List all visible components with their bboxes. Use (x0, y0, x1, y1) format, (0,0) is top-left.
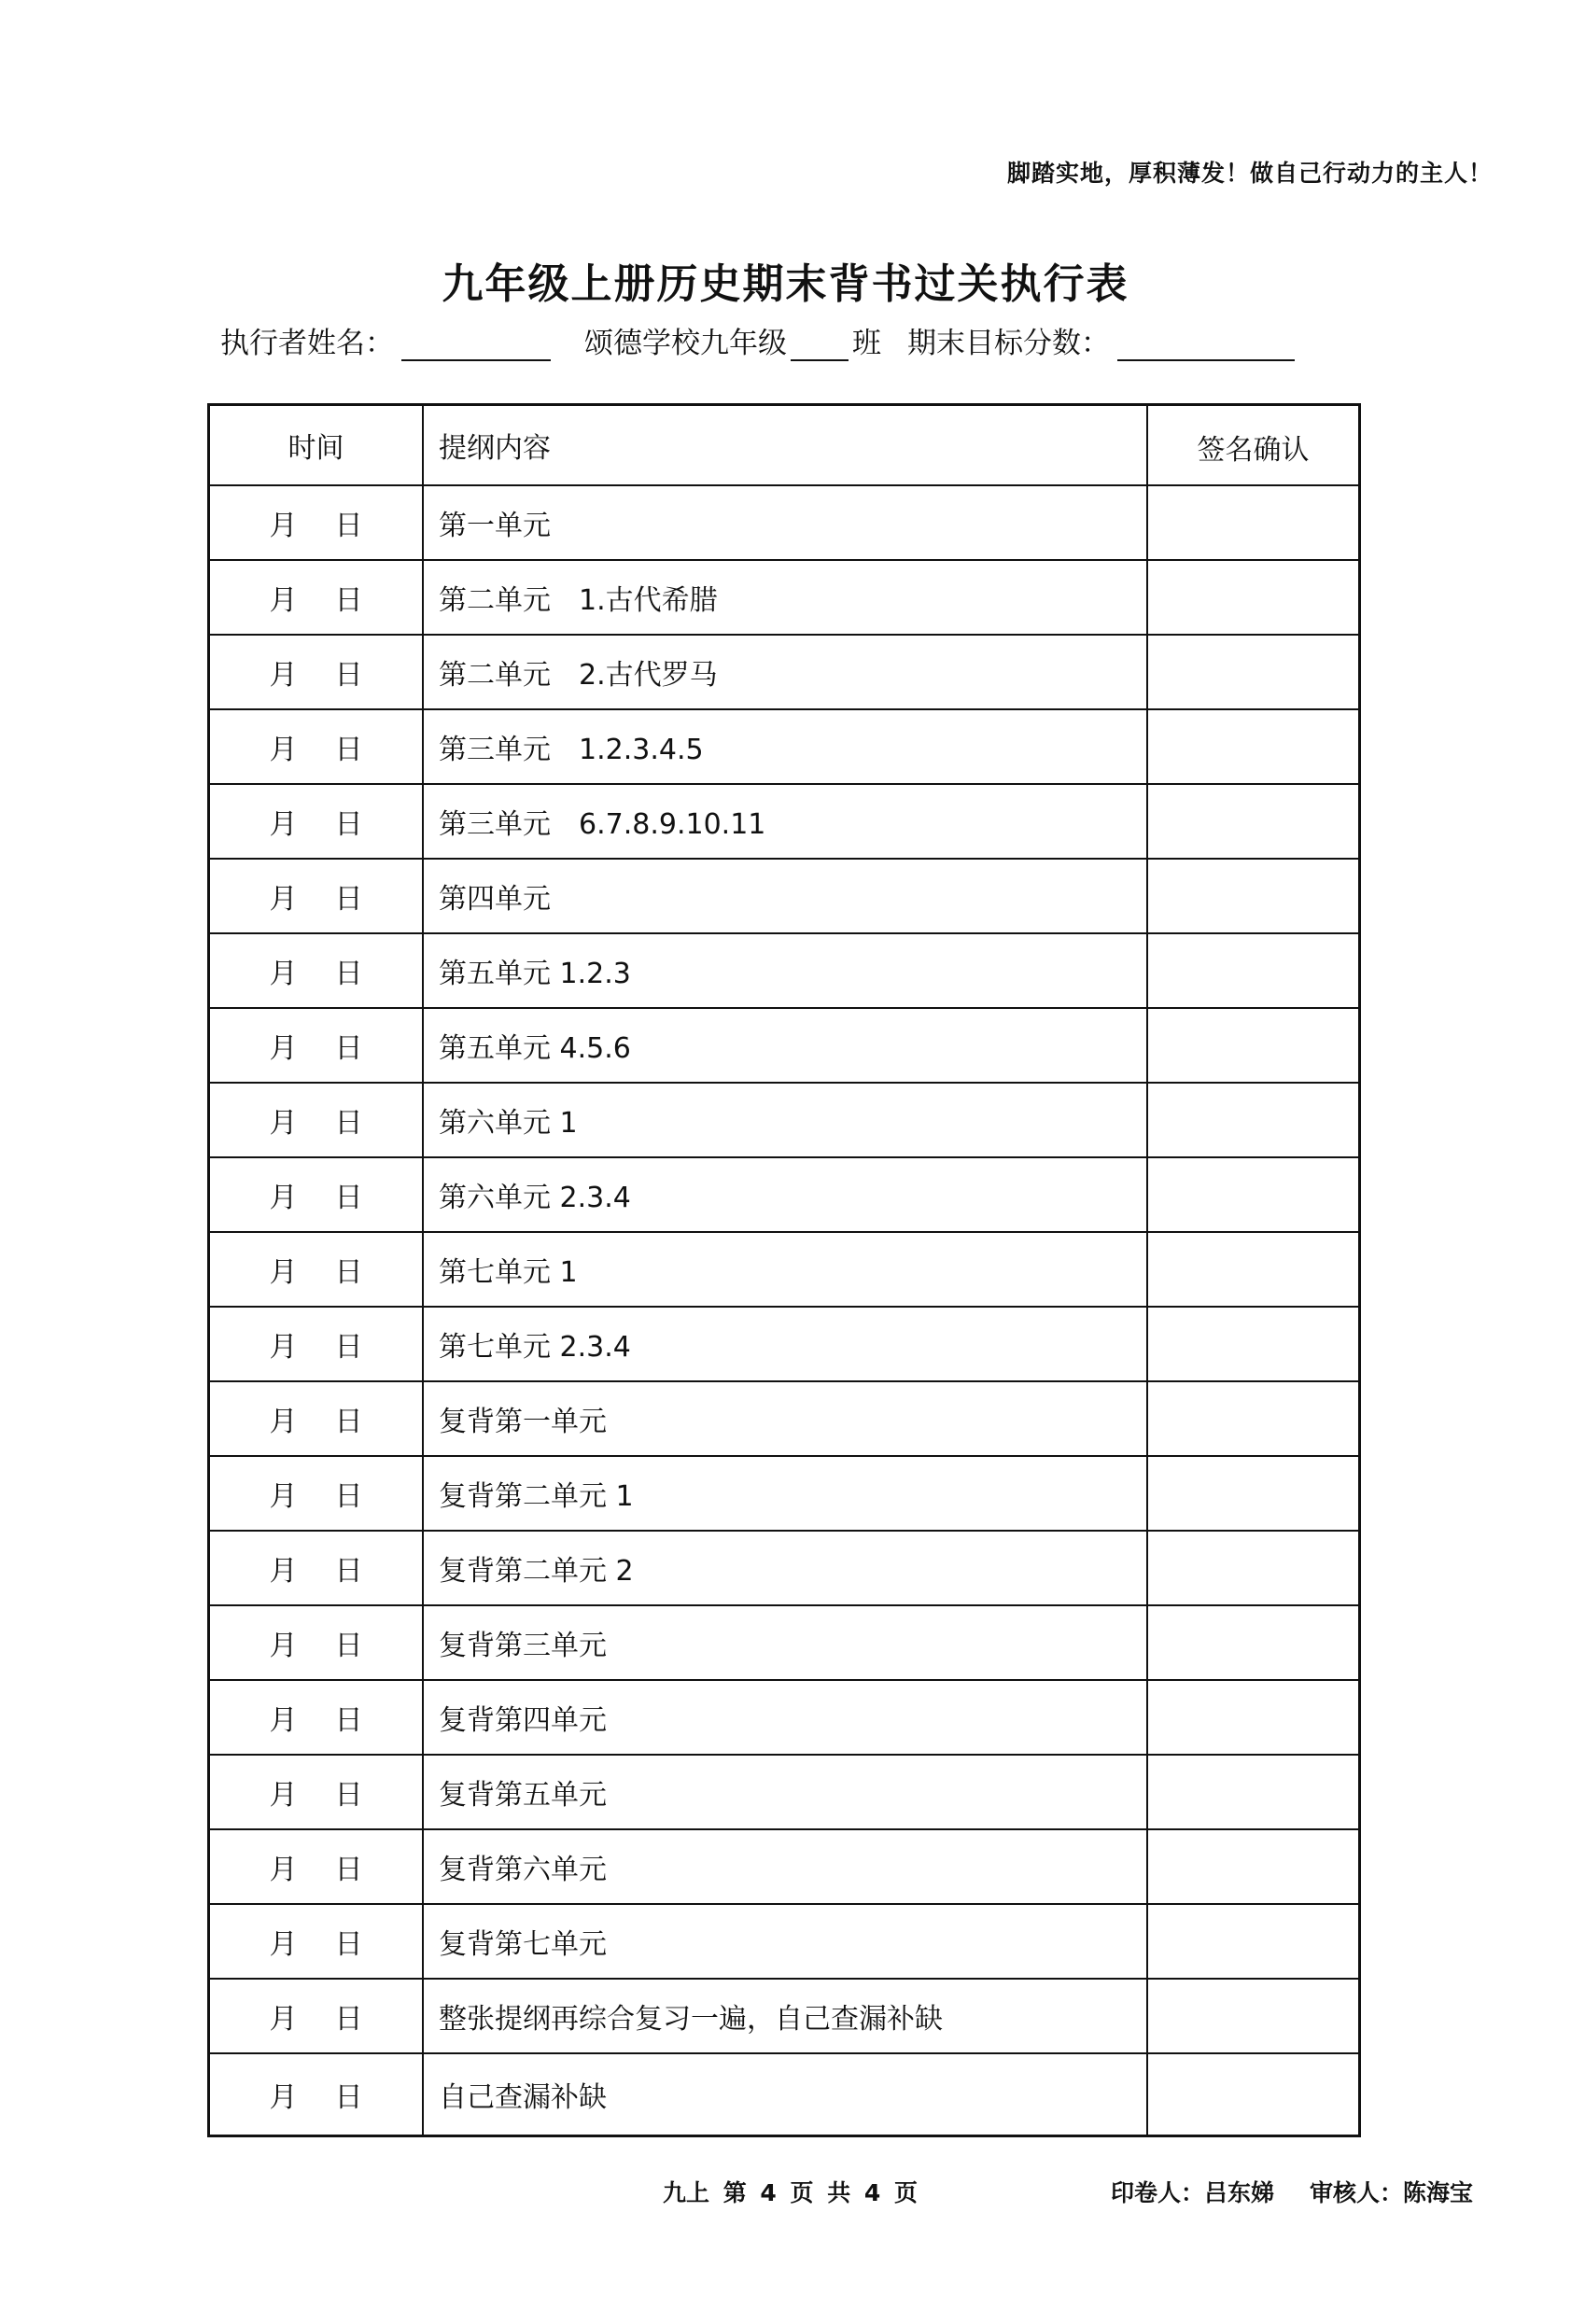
target-score-field[interactable] (1117, 331, 1295, 361)
topic-cell (423, 1083, 1147, 1157)
schedule-table (207, 403, 1361, 2137)
table-row (209, 1456, 1360, 1531)
month-label: 月 (269, 1854, 298, 1886)
month-label: 月 (269, 1331, 298, 1364)
topic-text: 复背第七单元 (439, 1928, 608, 1961)
signature-cell[interactable] (1147, 2053, 1360, 2136)
topic-text: 第七单元 2.3.4 (439, 1331, 631, 1364)
day-label: 日 (334, 883, 363, 916)
month-label: 月 (269, 1256, 298, 1289)
table-row (209, 1829, 1360, 1904)
date-cell[interactable] (209, 560, 424, 635)
topic-text: 复背第四单元 (439, 1704, 608, 1737)
day-label: 日 (334, 1182, 363, 1214)
day-label: 日 (334, 1928, 363, 1961)
page-info: 九上 第 4 页 共 4 页 (663, 2179, 919, 2206)
day-label: 日 (334, 1107, 363, 1140)
signature-cell[interactable] (1147, 859, 1360, 933)
table-row (209, 1232, 1360, 1307)
signature-cell[interactable] (1147, 709, 1360, 784)
month-label: 月 (269, 584, 298, 617)
day-label: 日 (334, 958, 363, 990)
table-row (209, 560, 1360, 635)
topic-text: 第三单元 6.7.8.9.10.11 (439, 808, 766, 841)
topic-cell (423, 1232, 1147, 1307)
signature-cell[interactable] (1147, 1680, 1360, 1755)
date-cell[interactable] (209, 1083, 424, 1157)
day-label: 日 (334, 1555, 363, 1588)
motto-text: 脚踏实地，厚积薄发！做自己行动力的主人！ (1006, 160, 1493, 187)
topic-cell (423, 635, 1147, 709)
topic-cell (423, 1381, 1147, 1456)
month-label: 月 (269, 1704, 298, 1737)
table-row (209, 1008, 1360, 1083)
topic-text: 第四单元 (439, 883, 552, 916)
date-cell[interactable] (209, 1307, 424, 1381)
topic-cell (423, 1904, 1147, 1979)
topic-cell (423, 1829, 1147, 1904)
topic-cell (423, 2053, 1147, 2136)
page-title: 九年级上册历史期末背书过关执行表 (442, 260, 1129, 308)
table-row (209, 1755, 1360, 1829)
date-cell[interactable] (209, 1456, 424, 1531)
date-cell[interactable] (209, 784, 424, 859)
signature-cell[interactable] (1147, 1008, 1360, 1083)
date-cell[interactable] (209, 1979, 424, 2053)
month-label: 月 (269, 883, 298, 916)
day-label: 日 (334, 1630, 363, 1662)
signature-cell[interactable] (1147, 1755, 1360, 1829)
column-header-signature: 签名确认 (1147, 405, 1360, 486)
topic-cell (423, 560, 1147, 635)
day-label: 日 (334, 1779, 363, 1812)
table-row (209, 709, 1360, 784)
topic-text: 第六单元 2.3.4 (439, 1182, 631, 1214)
signature-cell[interactable] (1147, 1531, 1360, 1605)
table-row (209, 1381, 1360, 1456)
table-row (209, 485, 1360, 560)
signature-cell[interactable] (1147, 1083, 1360, 1157)
topic-text: 第二单元 1.古代希腊 (439, 584, 718, 617)
printer-label: 印卷人：吕东娣 (1111, 2179, 1275, 2206)
class-label-prefix: 颂德学校九年级 (584, 327, 787, 360)
signature-cell[interactable] (1147, 1456, 1360, 1531)
day-label: 日 (334, 584, 363, 617)
table-row (209, 1605, 1360, 1680)
date-cell[interactable] (209, 1157, 424, 1232)
table-row (209, 1904, 1360, 1979)
table-row (209, 784, 1360, 859)
topic-cell (423, 1008, 1147, 1083)
topic-text: 第六单元 1 (439, 1107, 578, 1140)
topic-text: 复背第六单元 (439, 1854, 608, 1886)
topic-cell (423, 1680, 1147, 1755)
day-label: 日 (334, 2081, 363, 2114)
topic-text: 第五单元 4.5.6 (439, 1032, 631, 1065)
table-row (209, 1680, 1360, 1755)
date-cell[interactable] (209, 1904, 424, 1979)
topic-text: 整张提纲再综合复习一遍，自己查漏补缺 (439, 2003, 944, 2036)
day-label: 日 (334, 2003, 363, 2036)
column-header-topic: 提纲内容 (423, 405, 1147, 486)
signature-cell[interactable] (1147, 933, 1360, 1008)
topic-cell (423, 784, 1147, 859)
signature-cell[interactable] (1147, 1605, 1360, 1680)
table-row (209, 2053, 1360, 2136)
signature-cell[interactable] (1147, 485, 1360, 560)
month-label: 月 (269, 1480, 298, 1513)
signature-cell[interactable] (1147, 1979, 1360, 2053)
topic-cell (423, 1755, 1147, 1829)
topic-cell (423, 1605, 1147, 1680)
month-label: 月 (269, 1406, 298, 1438)
signature-cell[interactable] (1147, 1157, 1360, 1232)
month-label: 月 (269, 1555, 298, 1588)
signature-cell[interactable] (1147, 1381, 1360, 1456)
topic-text: 复背第一单元 (439, 1406, 608, 1438)
month-label: 月 (269, 734, 298, 766)
date-cell[interactable] (209, 1605, 424, 1680)
target-score-label: 期末目标分数： (907, 327, 1110, 360)
month-label: 月 (269, 2081, 298, 2114)
signature-cell[interactable] (1147, 1829, 1360, 1904)
info-line (220, 319, 1359, 361)
column-header-time: 时间 (209, 405, 424, 486)
month-label: 月 (269, 510, 298, 542)
topic-text: 第三单元 1.2.3.4.5 (439, 734, 704, 766)
day-label: 日 (334, 808, 363, 841)
class-label-suffix: 班 (852, 327, 881, 360)
date-cell[interactable] (209, 859, 424, 933)
month-label: 月 (269, 2003, 298, 2036)
signature-cell[interactable] (1147, 1232, 1360, 1307)
month-label: 月 (269, 808, 298, 841)
topic-cell (423, 485, 1147, 560)
date-cell[interactable] (209, 1755, 424, 1829)
month-label: 月 (269, 1779, 298, 1812)
month-label: 月 (269, 1182, 298, 1214)
month-label: 月 (269, 958, 298, 990)
signature-cell[interactable] (1147, 784, 1360, 859)
table-row (209, 1307, 1360, 1381)
date-cell[interactable] (209, 1680, 424, 1755)
footer-credits (1111, 2175, 1473, 2208)
table-row (209, 1083, 1360, 1157)
table-row (209, 933, 1360, 1008)
day-label: 日 (334, 659, 363, 692)
date-cell[interactable] (209, 1232, 424, 1307)
topic-cell (423, 1456, 1147, 1531)
date-cell[interactable] (209, 933, 424, 1008)
topic-text: 自己查漏补缺 (439, 2081, 608, 2114)
month-label: 月 (269, 659, 298, 692)
day-label: 日 (334, 734, 363, 766)
month-label: 月 (269, 1928, 298, 1961)
date-cell[interactable] (209, 485, 424, 560)
date-cell[interactable] (209, 1829, 424, 1904)
table-row (209, 1157, 1360, 1232)
topic-cell (423, 933, 1147, 1008)
topic-cell (423, 859, 1147, 933)
topic-cell (423, 1157, 1147, 1232)
day-label: 日 (334, 1406, 363, 1438)
topic-text: 第一单元 (439, 510, 552, 542)
day-label: 日 (334, 1256, 363, 1289)
date-cell[interactable] (209, 1381, 424, 1456)
topic-text: 复背第三单元 (439, 1630, 608, 1662)
month-label: 月 (269, 1107, 298, 1140)
date-cell[interactable] (209, 1008, 424, 1083)
topic-cell (423, 709, 1147, 784)
topic-cell (423, 1307, 1147, 1381)
table-header-row (209, 405, 1360, 486)
date-cell[interactable] (209, 2053, 424, 2136)
day-label: 日 (334, 1480, 363, 1513)
date-cell[interactable] (209, 635, 424, 709)
name-field[interactable] (401, 331, 551, 361)
table-row (209, 635, 1360, 709)
topic-text: 第五单元 1.2.3 (439, 958, 631, 990)
signature-cell[interactable] (1147, 1904, 1360, 1979)
topic-cell (423, 1979, 1147, 2053)
day-label: 日 (334, 510, 363, 542)
day-label: 日 (334, 1331, 363, 1364)
table-row (209, 1531, 1360, 1605)
date-cell[interactable] (209, 1531, 424, 1605)
reviewer-label: 审核人：陈海宝 (1310, 2179, 1474, 2206)
topic-text: 复背第二单元 2 (439, 1555, 634, 1588)
signature-cell[interactable] (1147, 560, 1360, 635)
topic-text: 复背第五单元 (439, 1779, 608, 1812)
day-label: 日 (334, 1704, 363, 1737)
topic-text: 复背第二单元 1 (439, 1480, 634, 1513)
table-row (209, 1979, 1360, 2053)
signature-cell[interactable] (1147, 635, 1360, 709)
day-label: 日 (334, 1032, 363, 1065)
topic-cell (423, 1531, 1147, 1605)
month-label: 月 (269, 1032, 298, 1065)
signature-cell[interactable] (1147, 1307, 1360, 1381)
name-label: 执行者姓名： (220, 327, 394, 360)
topic-text: 第二单元 2.古代罗马 (439, 659, 718, 692)
class-field[interactable] (791, 331, 849, 361)
month-label: 月 (269, 1630, 298, 1662)
date-cell[interactable] (209, 709, 424, 784)
day-label: 日 (334, 1854, 363, 1886)
topic-text: 第七单元 1 (439, 1256, 578, 1289)
table-row (209, 859, 1360, 933)
